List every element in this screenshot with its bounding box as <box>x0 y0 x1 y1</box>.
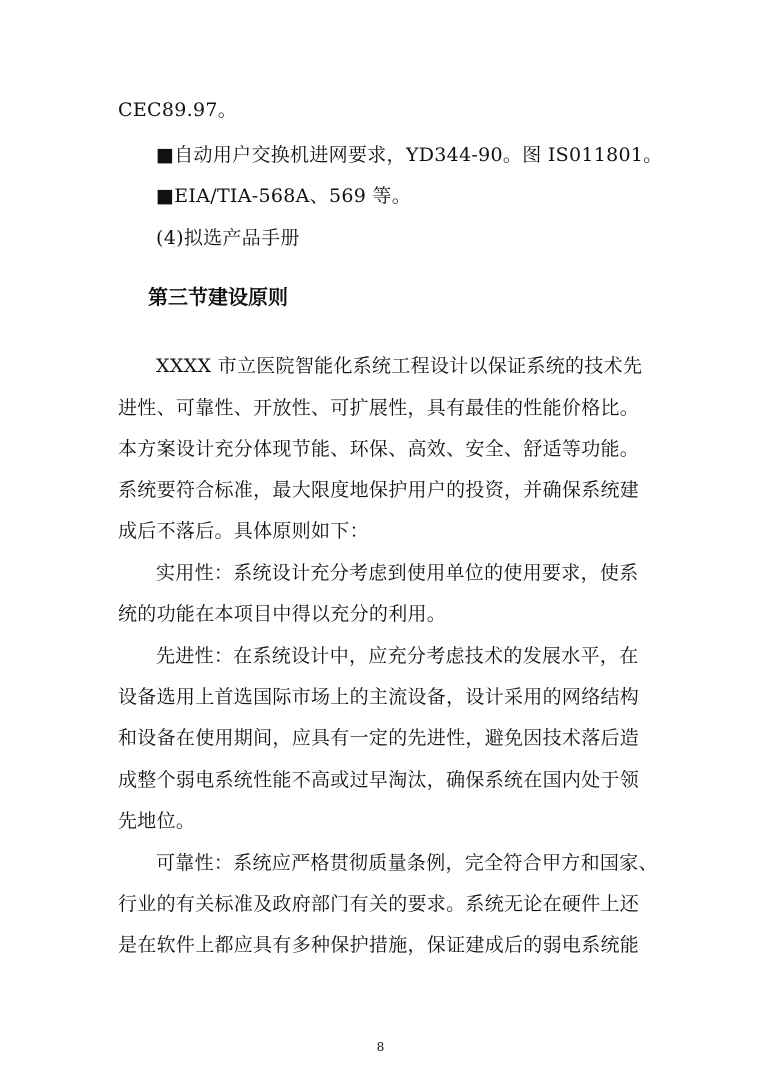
text-line-standard-yd: ■自动用户交换机进网要求，YD344-90。图 IS011801。 <box>156 144 663 166</box>
paragraph-line: 统的功能在本项目中得以充分的利用。 <box>118 603 447 625</box>
text-line-cec: CEC89.97。 <box>118 99 238 121</box>
paragraph-line: 成后不落后。具体原则如下： <box>118 520 369 542</box>
paragraph-line: 实用性：系统设计充分考虑到使用单位的使用要求，使系 <box>156 562 639 584</box>
paragraph-line: XXXX 市立医院智能化系统工程设计以保证系统的技术先 <box>156 355 643 377</box>
text-line-standard-eia: ■EIA/TIA-568A、569 等。 <box>156 185 412 207</box>
paragraph-line: 成整个弱电系统性能不高或过早淘汰，确保系统在国内处于领 <box>118 769 640 791</box>
paragraph-line: 本方案设计充分体现节能、环保、高效、安全、舒适等功能。 <box>118 438 640 460</box>
section-heading: 第三节建设原则 <box>148 285 288 309</box>
paragraph-line: 和设备在使用期间，应具有一定的先进性，避免因技术落后造 <box>118 727 640 749</box>
paragraph-line: 设备选用上首选国际市场上的主流设备，设计采用的网络结构 <box>118 686 640 708</box>
paragraph-line: 先进性：在系统设计中，应充分考虑技术的发展水平，在 <box>156 645 639 667</box>
paragraph-line: 行业的有关标准及政府部门有关的要求。系统无论在硬件上还 <box>118 893 640 915</box>
page-number: 8 <box>376 1040 385 1054</box>
text-line-product-manual: (4)拟选产品手册 <box>156 227 300 249</box>
paragraph-line: 进性、可靠性、开放性、可扩展性，具有最佳的性能价格比。 <box>118 397 640 419</box>
paragraph-line: 系统要符合标准，最大限度地保护用户的投资，并确保系统建 <box>118 479 640 501</box>
paragraph-line: 可靠性：系统应严格贯彻质量条例，完全符合甲方和国家、 <box>156 852 658 874</box>
paragraph-line: 是在软件上都应具有多种保护措施，保证建成后的弱电系统能 <box>118 934 640 956</box>
paragraph-line: 先地位。 <box>118 810 196 832</box>
